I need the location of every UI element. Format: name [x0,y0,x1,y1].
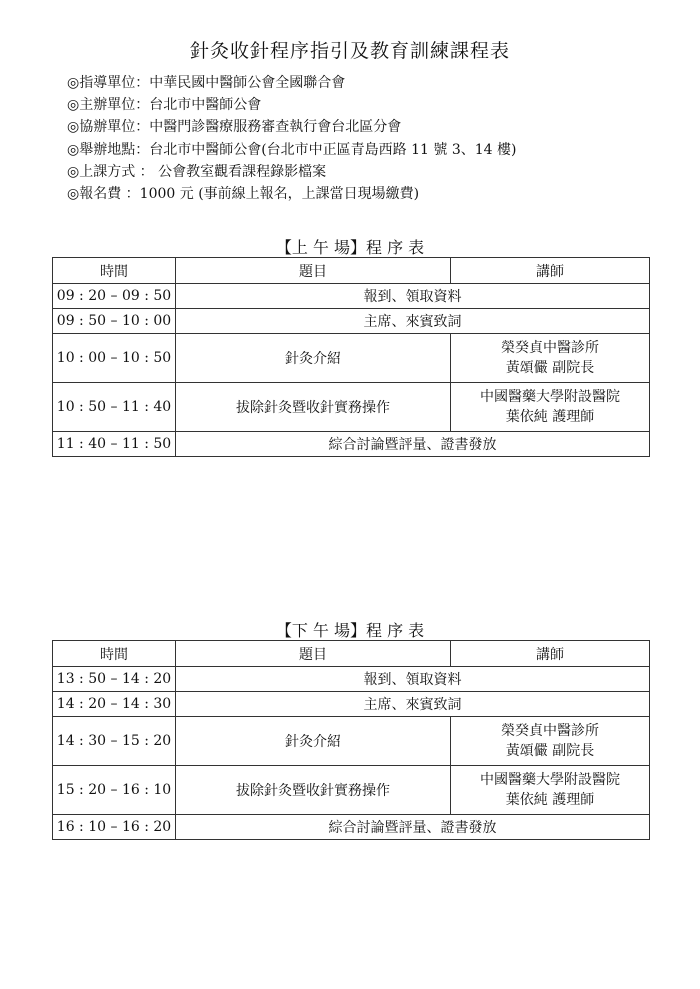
lecturer-org: 中國醫藥大學附設醫院 [480,389,620,405]
lecturer-name: 葉依純 護理師 [505,409,595,425]
row-topic: 報到、領取資料 [176,284,650,309]
info-item-guidance: ◎指導單位：中華民國中醫師公會全國聯合會 [67,75,346,91]
table-row [53,309,650,334]
header-time: 時間 [53,258,176,284]
row-time: 14 : 20 – 14 : 30 [53,692,176,717]
header-lecturer: 講師 [451,641,650,667]
afternoon-schedule-table [52,640,650,840]
info-item-co-organizer: ◎協辦單位：中醫門診醫療服務審查執行會台北區分會 [67,119,402,136]
row-topic: 綜合討論暨評量、證書發放 [176,432,650,457]
row-topic: 拔除針灸暨收針實務操作 [176,383,451,432]
table-header-row [53,258,650,284]
row-topic: 綜合討論暨評量、證書發放 [176,815,650,840]
row-time: 09 : 50 – 10 : 00 [53,309,176,334]
table-row [53,334,650,383]
morning-schedule-table [52,257,650,457]
lecturer-name: 黃頌儼 副院長 [505,743,595,759]
row-time: 16 : 10 – 16 : 20 [53,815,176,840]
table-row [53,432,650,457]
row-topic: 針灸介紹 [176,717,451,766]
lecturer-org: 榮癸貞中醫診所 [501,723,599,739]
info-item-fee: ◎報名費 ：1000 元 (事前線上報名，上課當日現場繳費) [67,186,420,203]
table-row [53,284,650,309]
row-lecturer [451,383,650,432]
table-row [53,667,650,692]
row-topic: 報到、領取資料 [176,667,650,692]
info-item-venue: ◎舉辦地點：台北市中醫師公會(台北市中正區青島西路 11 號 3、14 樓) [67,141,517,158]
table-row [53,815,650,840]
table-row [53,383,650,432]
lecturer-org: 中國醫藥大學附設醫院 [480,772,620,788]
table-row [53,766,650,815]
row-time: 13 : 50 – 14 : 20 [53,667,176,692]
row-topic: 拔除針灸暨收針實務操作 [176,766,451,815]
row-topic: 針灸介紹 [176,334,451,383]
lecturer-name: 葉依純 護理師 [505,792,595,808]
row-topic: 主席、來賓致詞 [176,309,650,334]
lecturer-org: 榮癸貞中醫診所 [501,340,599,356]
header-topic: 題目 [176,641,451,667]
morning-section-title: 【上 午 場】程 序 表 [275,238,425,257]
header-lecturer: 講師 [451,258,650,284]
row-time: 11 : 40 – 11 : 50 [53,432,176,457]
lecturer-name: 黃頌儼 副院長 [505,360,595,376]
table-header-row [53,641,650,667]
row-topic: 主席、來賓致詞 [176,692,650,717]
row-lecturer [451,334,650,383]
info-item-method: ◎上課方式 ： 公會教室觀看課程錄影檔案 [67,163,327,180]
info-list [67,72,516,205]
row-time: 09 : 20 – 09 : 50 [53,284,176,309]
row-time: 14 : 30 – 15 : 20 [53,717,176,766]
afternoon-section-title: 【下 午 場】程 序 表 [275,621,425,640]
table-row [53,717,650,766]
row-lecturer [451,717,650,766]
page-title: 針灸收針程序指引及教育訓練課程表 [189,40,510,62]
table-row [53,692,650,717]
row-time: 10 : 50 – 11 : 40 [53,383,176,432]
header-time: 時間 [53,641,176,667]
info-item-organizer: ◎主辦單位：台北市中醫師公會 [67,97,262,114]
row-time: 15 : 20 – 16 : 10 [53,766,176,815]
header-topic: 題目 [176,258,451,284]
row-time: 10 : 00 – 10 : 50 [53,334,176,383]
row-lecturer [451,766,650,815]
